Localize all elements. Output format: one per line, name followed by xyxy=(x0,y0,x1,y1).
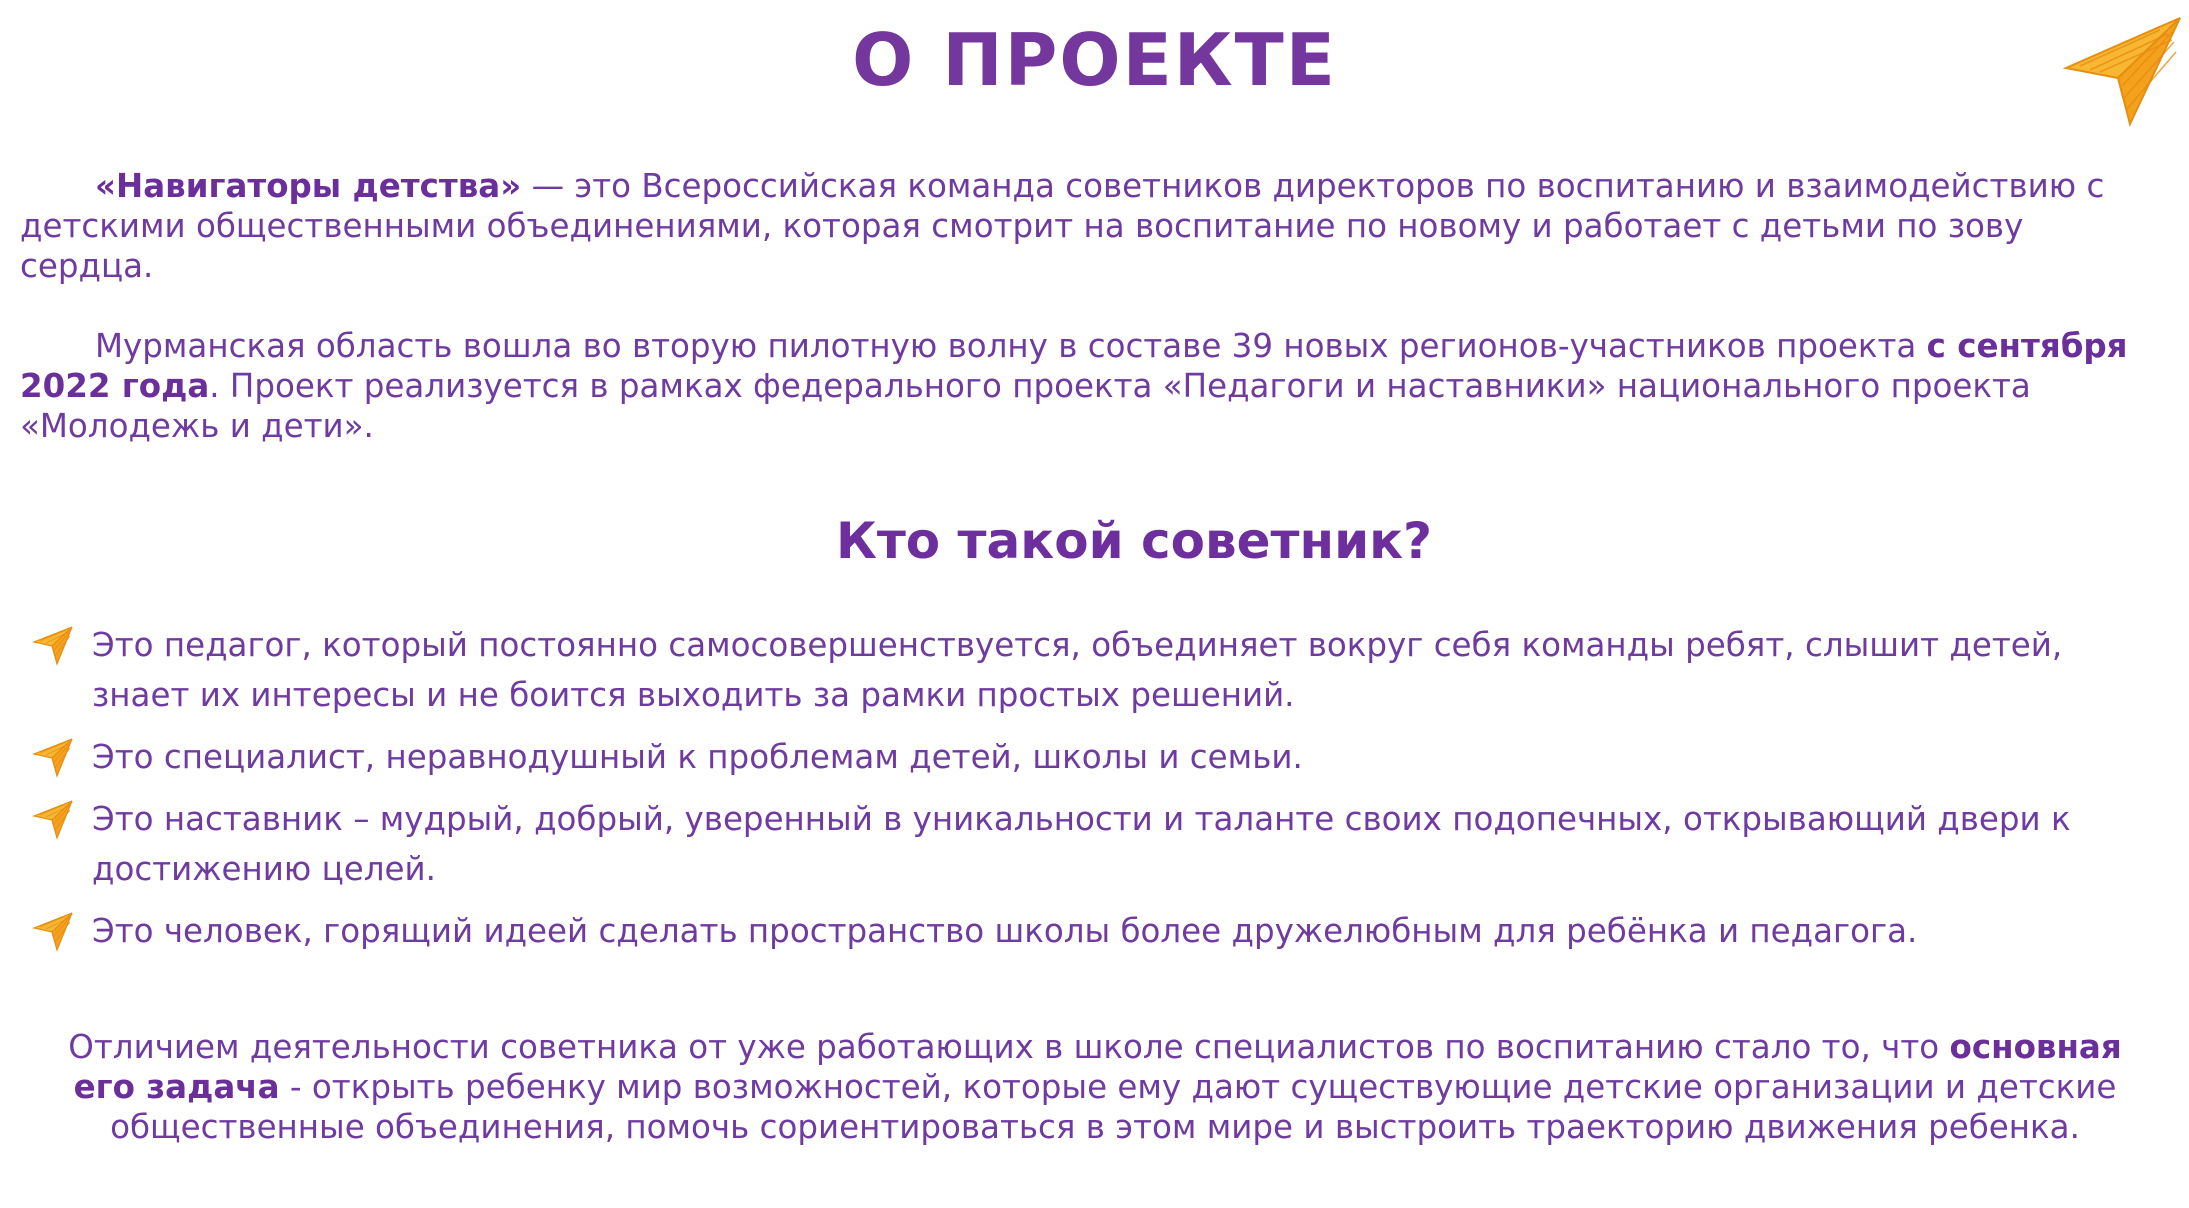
page-title: О ПРОЕКТЕ xyxy=(852,18,1337,102)
list-item-text: Это специалист, неравнодушный к проблемам детей, школы и семьи. xyxy=(92,738,1303,776)
intro-paragraph-1-text: — это Всероссийская команда советников директоров по воспитанию и взаимодействию с детскими общественными объединениями, которая смотрит на воспитание по новому и работает с детьми по зову сердца. xyxy=(20,167,2105,285)
paper-plane-icon xyxy=(32,624,74,666)
paper-plane-icon xyxy=(32,798,74,840)
intro-paragraph-1 xyxy=(20,166,2140,286)
closing-end: - открыть ребенку мир возможностей, которые ему дают существующие детские организации и детские общественные объединения, помочь сориентироваться в этом мире и выстроить траекторию движения ребенка. xyxy=(110,1068,2117,1146)
list-item xyxy=(30,794,2160,894)
project-name: «Навигаторы детства» xyxy=(95,167,522,205)
start-date: с сентября 2022 года xyxy=(20,327,2128,405)
paper-plane-icon xyxy=(2060,12,2186,130)
intro-paragraph-2-end: . Проект реализуется в рамках федерального проекта «Педагоги и наставники» национального проекта «Молодежь и дети». xyxy=(20,367,2031,445)
closing-paragraph xyxy=(60,1027,2130,1147)
list-item-text: Это педагог, который постоянно самосовершенствуется, объединяет вокруг себя команды ребят, слышит детей, знает их интересы и не боится выходить за рамки простых решений. xyxy=(92,626,2063,714)
closing-start: Отличием деятельности советника от уже работающих в школе специалистов по воспитанию стало то, что xyxy=(68,1028,1950,1066)
list-item-text: Это наставник – мудрый, добрый, уверенный в уникальности и таланте своих подопечных, открывающий двери к достижению целей. xyxy=(92,800,2071,888)
paper-plane-icon xyxy=(32,736,74,778)
list-item xyxy=(30,732,2160,782)
list-item xyxy=(30,620,2160,720)
list-item-text: Это человек, горящий идеей сделать пространство школы более дружелюбным для ребёнка и педагога. xyxy=(92,912,1918,950)
advisor-list xyxy=(30,620,2160,968)
intro-paragraph-2-start: Мурманская область вошла во вторую пилотную волну в составе 39 новых регионов-участников проекта xyxy=(95,327,1927,365)
main-task: основная его задача xyxy=(73,1028,2122,1106)
list-item xyxy=(30,906,2160,956)
section-heading: Кто такой советник? xyxy=(835,512,1433,570)
intro-paragraph-2 xyxy=(20,326,2140,446)
paper-plane-icon xyxy=(32,910,74,952)
